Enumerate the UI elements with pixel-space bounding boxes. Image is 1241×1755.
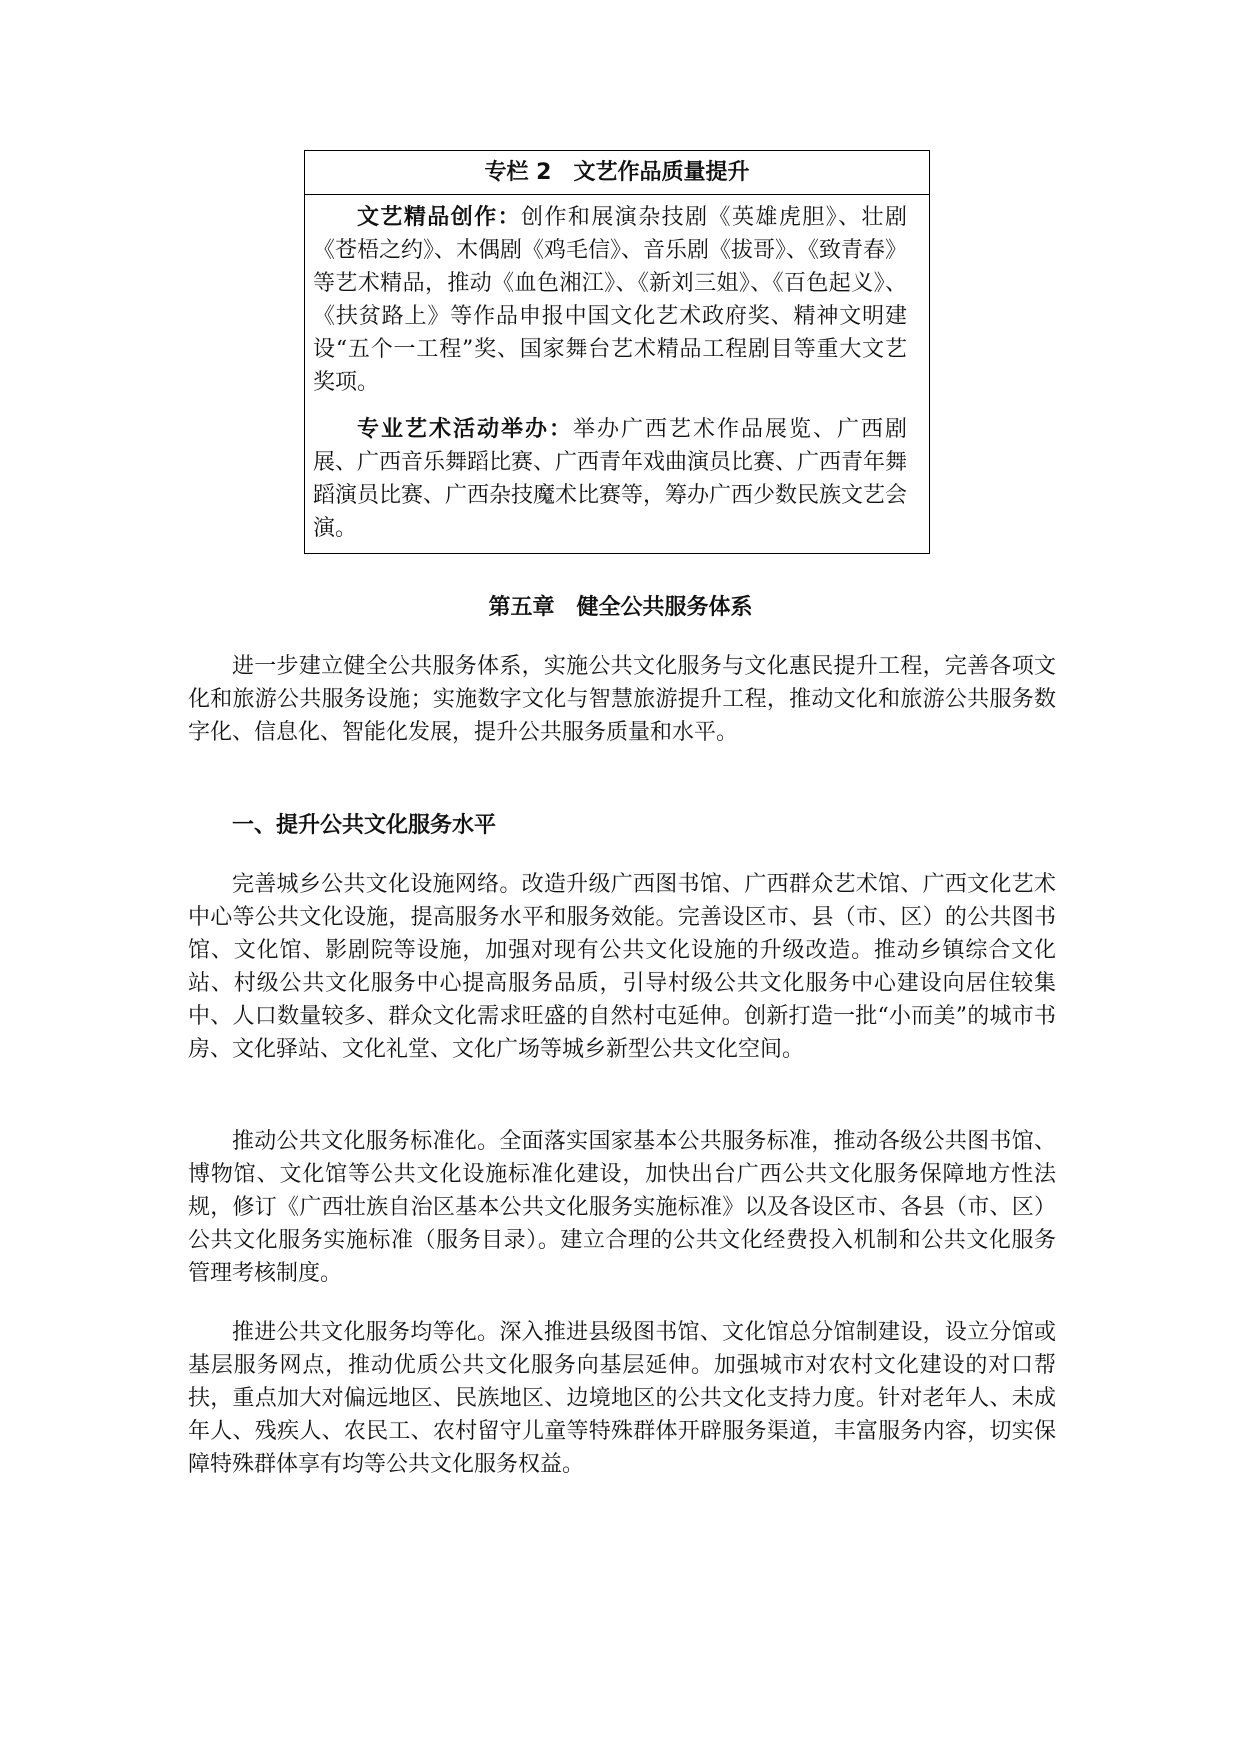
feature-box-lead: 专业艺术活动举办： [357,417,573,442]
feature-box-number: 专栏 2 [484,160,552,185]
feature-box-body [305,195,929,553]
feature-box-paragraph [313,413,907,545]
paragraph: 推动公共文化服务标准化。全面落实国家基本公共服务标准，推动各级公共图书馆、博物馆、文化馆等公共文化设施标准化建设，加快出台广西公共文化服务保障地方性法规，修订《广西壮族自治区基本公共文化服务实施标准》以及各设区市、各县（市、区）公共文化服务实施标准（服务目录）。建立合理的公共文化经费投入机制和公共文化服务管理考核制度。 [188,1129,1056,1286]
intro-paragraph: 进一步建立健全公共服务体系，实施公共文化服务与文化惠民提升工程，完善各项文化和旅游公共服务设施；实施数字文化与智慧旅游提升工程，推动文化和旅游公共服务数字化、信息化、智能化发展，提升公共服务质量和水平。 [188,654,1056,745]
chapter-heading: 健全公共服务体系 [576,595,753,620]
feature-box-text: 创作和展演杂技剧《英雄虎胆》、壮剧《苍梧之约》、木偶剧《鸡毛信》、音乐剧《拔哥》、《致青春》等艺术精品，推动《血色湘江》、《新刘三姐》、《百色起义》、《扶贫路上》等作品申报中国文化艺术政府奖、精神文明建设“五个一工程”奖、国家舞台艺术精品工程剧目等重大文艺奖项。 [313,205,908,395]
feature-box-lead: 文艺精品创作： [357,205,522,230]
chapter-number: 第五章 [488,595,555,620]
section-heading: 一、提升公共文化服务水平 [232,813,497,838]
feature-box [304,150,930,554]
body-paragraph-2 [188,1125,1056,1290]
feature-box-paragraph [313,201,907,399]
body-paragraph-1 [188,868,1056,1066]
feature-box-heading: 文艺作品质量提升 [573,160,750,185]
feature-box-text: 举办广西艺术作品展览、广西剧展、广西音乐舞蹈比赛、广西青年戏曲演员比赛、广西青年舞蹈演员比赛、广西杂技魔术比赛等，筹办广西少数民族文艺会演。 [313,417,908,541]
paragraph: 完善城乡公共文化设施网络。改造升级广西图书馆、广西群众艺术馆、广西文化艺术中心等公共文化设施，提高服务水平和服务效能。完善设区市、县（市、区）的公共图书馆、文化馆、影剧院等设施，加强对现有公共文化设施的升级改造。推动乡镇综合文化站、村级公共文化服务中心提高服务品质，引导村级公共文化服务中心建设向居住较集中、人口数量较多、群众文化需求旺盛的自然村屯延伸。创新打造一批“小而美”的城市书房、文化驿站、文化礼堂、文化广场等城乡新型公共文化空间。 [188,872,1056,1062]
body-paragraph-3 [188,1316,1056,1481]
chapter-intro [188,650,1056,749]
paragraph: 推进公共文化服务均等化。深入推进县级图书馆、文化馆总分馆制建设，设立分馆或基层服务网点，推动优质公共文化服务向基层延伸。加强城市对农村文化建设的对口帮扶，重点加大对偏远地区、民族地区、边境地区的公共文化支持力度。针对老年人、未成年人、残疾人、农民工、农村留守儿童等特殊群体开辟服务渠道，丰富服务内容，切实保障特殊群体享有均等公共文化服务权益。 [188,1320,1056,1477]
chapter-title [0,590,1241,621]
feature-box-title [305,151,929,195]
